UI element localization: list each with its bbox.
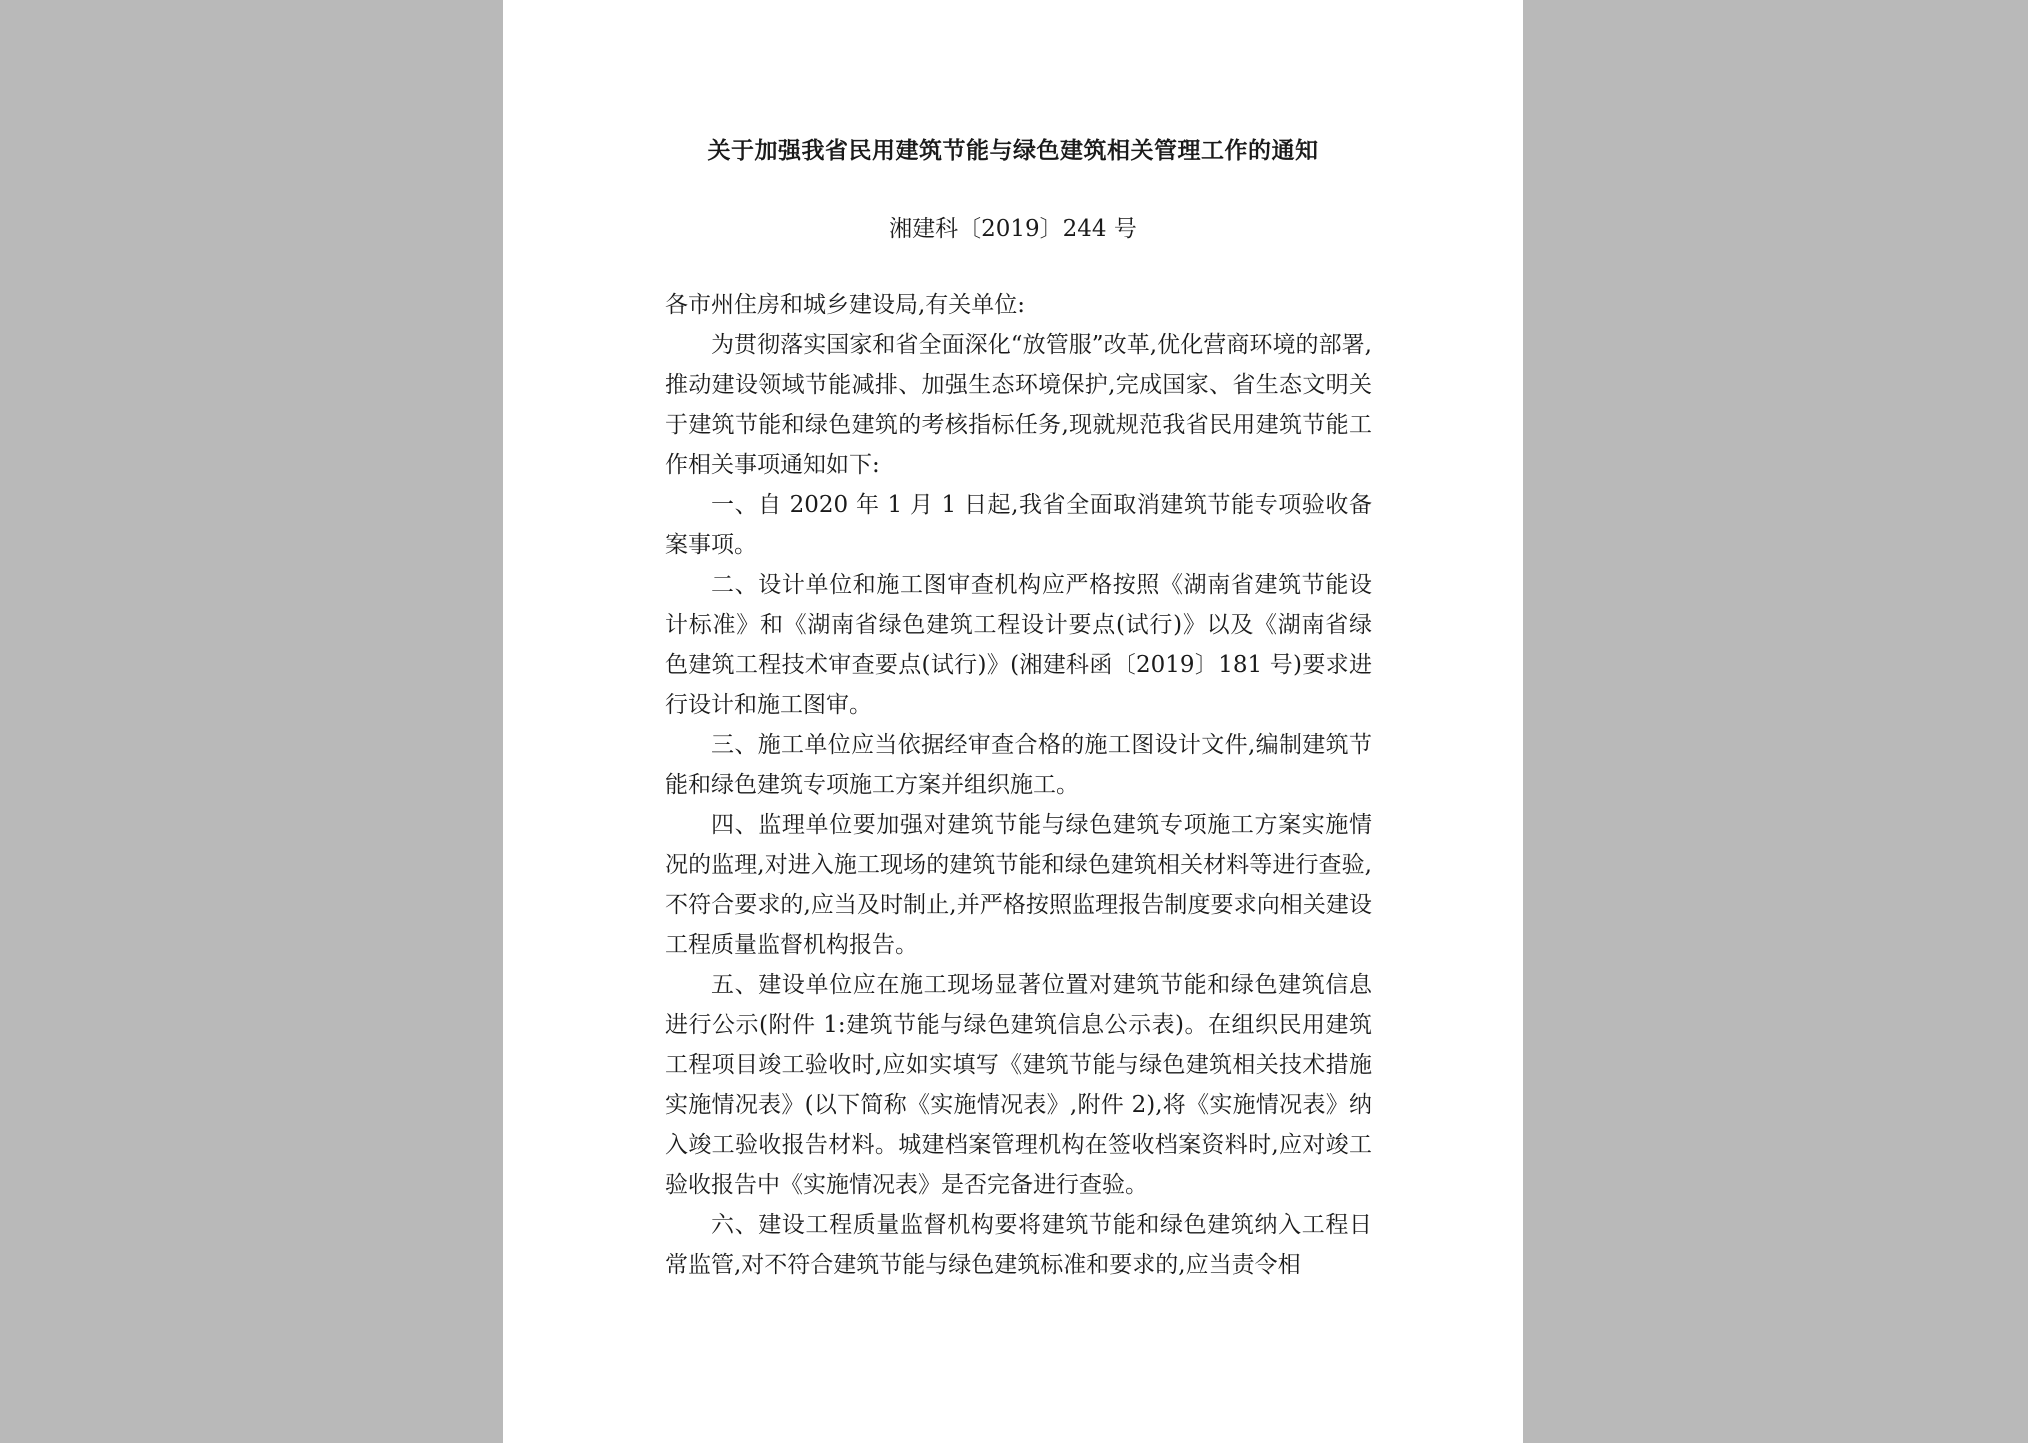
- document-page: [503, 0, 1523, 1443]
- salutation: 各市州住房和城乡建设局,有关单位:: [665, 292, 1026, 318]
- paragraph-item-3: 三、施工单位应当依据经审查合格的施工图设计文件,编制建筑节能和绿色建筑专项施工方案并组织施工。: [665, 732, 1372, 798]
- document-title: 关于加强我省民用建筑节能与绿色建筑相关管理工作的通知: [707, 138, 1319, 164]
- paragraph-item-5: 五、建设单位应在施工现场显著位置对建筑节能和绿色建筑信息进行公示(附件 1:建筑节能与绿色建筑信息公示表)。在组织民用建筑工程项目竣工验收时,应如实填写《建筑节能与绿色建筑相关技术措施实施情况表》(以下简称《实施情况表》,附件 2),将《实施情况表》纳入竣工验收报告材料。城建档案管理机构在签收档案资料时,应对竣工验收报告中《实施情况表》是否完备进行查验。: [665, 972, 1372, 1198]
- document-body: [665, 285, 1372, 1285]
- paragraph-item-4: 四、监理单位要加强对建筑节能与绿色建筑专项施工方案实施情况的监理,对进入施工现场的建筑节能和绿色建筑相关材料等进行查验,不符合要求的,应当及时制止,并严格按照监理报告制度要求向相关建设工程质量监督机构报告。: [665, 812, 1372, 958]
- paragraph-item-2: 二、设计单位和施工图审查机构应严格按照《湖南省建筑节能设计标准》和《湖南省绿色建筑工程设计要点(试行)》以及《湖南省绿色建筑工程技术审查要点(试行)》(湘建科函〔2019〕181 号)要求进行设计和施工图审。: [665, 572, 1372, 718]
- document-number: 湘建科〔2019〕244 号: [889, 216, 1137, 242]
- paragraph-item-6: 六、建设工程质量监督机构要将建筑节能和绿色建筑纳入工程日常监管,对不符合建筑节能与绿色建筑标准和要求的,应当责令相: [665, 1212, 1372, 1278]
- paragraph-intro: 为贯彻落实国家和省全面深化“放管服”改革,优化营商环境的部署,推动建设领域节能减排、加强生态环境保护,完成国家、省生态文明关于建筑节能和绿色建筑的考核指标任务,现就规范我省民用建筑节能工作相关事项通知如下:: [665, 332, 1372, 478]
- paragraph-item-1: 一、自 2020 年 1 月 1 日起,我省全面取消建筑节能专项验收备案事项。: [665, 492, 1372, 558]
